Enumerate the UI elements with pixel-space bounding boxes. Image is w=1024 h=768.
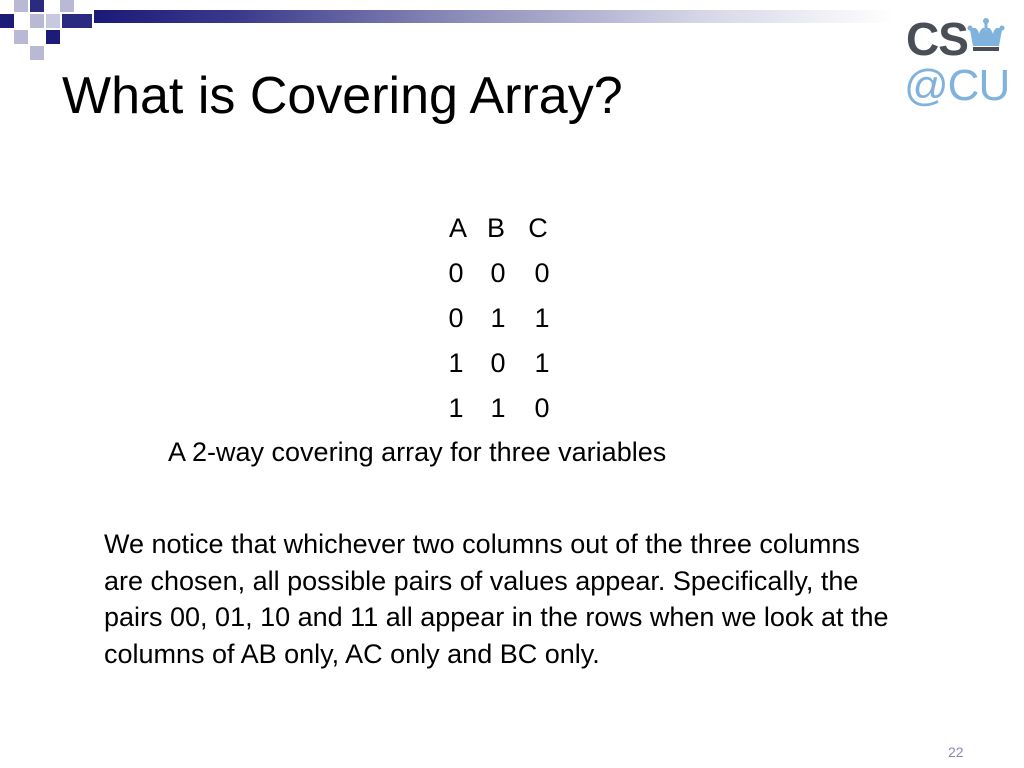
array-cell: 1	[448, 393, 464, 423]
body-paragraph: We notice that whichever two columns out of the three columns are chosen, all possible pairs of values appear. Specifically, the pairs 00, 01, 10 and 11 all appear in the rows when we look at the columns of AB only, AC only and BC only.	[104, 529, 889, 669]
array-caption: A 2-way covering array for three variables	[168, 437, 667, 467]
array-cell: 1	[448, 348, 464, 378]
array-cell: 1	[490, 393, 506, 423]
array-cell: 1	[490, 303, 506, 333]
decor-square	[60, 0, 74, 12]
array-cell: 0	[534, 258, 550, 288]
decor-square	[46, 14, 60, 28]
array-row	[440, 300, 560, 345]
array-row	[440, 255, 560, 300]
array-cell: 0	[448, 258, 464, 288]
array-cell: 0	[490, 258, 506, 288]
decor-square	[30, 46, 44, 60]
cs-cu-logo	[902, 12, 1012, 112]
covering-array-table	[440, 210, 560, 435]
logo-line-2: @CU	[904, 61, 1010, 110]
array-header-cell: C	[528, 213, 548, 243]
array-cell: 0	[448, 303, 464, 333]
decor-square	[46, 30, 60, 44]
array-cell: 1	[534, 348, 550, 378]
decor-square	[30, 14, 44, 28]
logo-line-1: CS	[906, 13, 968, 65]
array-cell: 0	[534, 393, 550, 423]
array-cell: 0	[490, 348, 506, 378]
array-header-row	[440, 210, 560, 255]
decor-square	[30, 0, 44, 12]
crown-icon	[966, 16, 1006, 56]
decor-square	[0, 14, 14, 28]
array-row	[440, 390, 560, 435]
decor-square	[14, 0, 28, 12]
slide-number: 22	[948, 744, 964, 760]
array-cell: 1	[534, 303, 550, 333]
array-header-cell: A	[448, 213, 467, 243]
slide-title: What is Covering Array?	[62, 67, 623, 125]
array-header-cell: B	[486, 213, 505, 243]
array-row	[440, 345, 560, 390]
decor-square	[14, 30, 28, 44]
decor-square	[62, 14, 92, 28]
header-gradient-bar	[94, 10, 894, 23]
